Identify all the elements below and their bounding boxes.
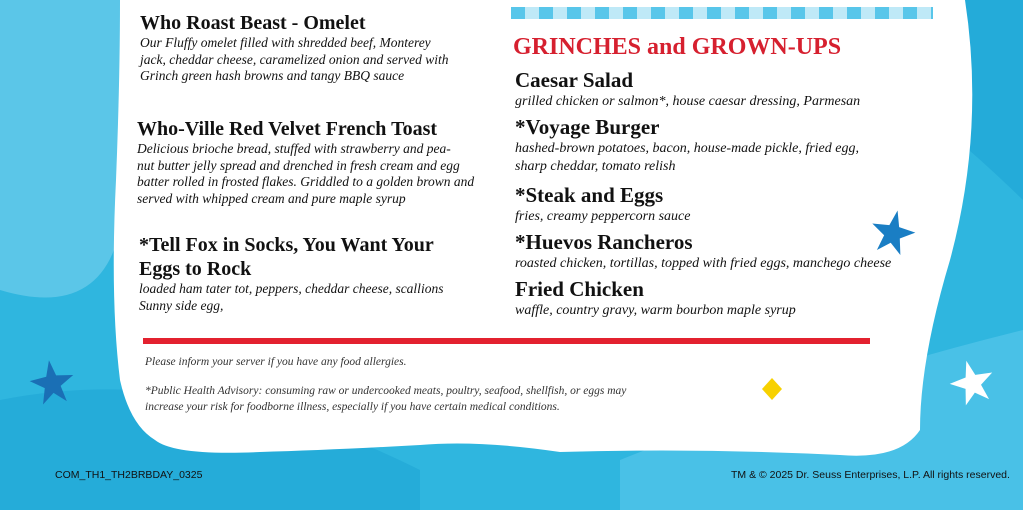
section-title: GRINCHES and GROWN-UPS [513,34,842,60]
item-desc-line: Grinch green hash browns and tangy BBQ sauce [140,68,405,83]
item-desc-line: fries, creamy peppercorn sauce [515,209,691,224]
item-desc-line: served with whipped cream and pure maple syrup [137,190,406,206]
item-desc-line: Our Fluffy omelet filled with shredded beef, Monterey [140,35,431,50]
item-desc-line: hashed-brown potatoes, bacon, house-made pickle, fried egg, [515,141,859,156]
menu-item-fried-chicken [515,277,935,320]
menu-item-red-velvet-french-toast [137,117,497,207]
menu-item-steak-and-eggs [515,183,935,226]
item-desc-line: jack, cheddar cheese, caramelized onion and served with [140,51,449,67]
menu-item-caesar-salad [515,68,935,111]
item-desc-line: Delicious brioche bread, stuffed with strawberry and pea- [137,141,451,156]
item-name: Who-Ville Red Velvet French Toast [137,118,438,140]
menu-item-huevos-rancheros [515,230,955,273]
item-desc-line: roasted chicken, tortillas, topped with fried eggs, manchego cheese [515,256,892,271]
item-name: *Steak and Eggs [515,183,664,207]
item-name-line: *Tell Fox in Socks, You Want Your [139,234,434,256]
menu-item-voyage-burger [515,115,935,176]
item-desc-line: grilled chicken or salmon*, house caesar dressing, Parmesan [515,94,861,109]
item-name: Who Roast Beast - Omelet [140,12,366,34]
menu-code: COM_TH1_TH2BRBDAY_0325 [55,469,203,481]
item-desc-line: nut butter jelly spread and drenched in fresh cream and egg [137,157,460,173]
item-name: *Voyage Burger [515,115,660,139]
item-desc-line: Sunny side egg, [139,297,224,313]
striped-banner [511,7,933,19]
divider-rule [143,338,870,344]
item-name-line: Eggs to Rock [139,258,252,280]
health-advisory-line: *Public Health Advisory: consuming raw or undercooked meats, poultry, seafood, shellfish, or eggs may [145,385,627,397]
item-desc-line: waffle, country gravy, warm bourbon maple syrup [515,303,796,318]
item-desc-line: batter rolled in frosted flakes. Griddled to a golden brown and [137,174,475,189]
menu-item-fox-in-socks-eggs [139,233,499,314]
item-name: *Huevos Rancheros [515,230,693,254]
item-desc-line: sharp cheddar, tomato relish [515,159,676,174]
copyright-notice: TM & © 2025 Dr. Seuss Enterprises, L.P. All rights reserved. [731,469,1010,481]
allergy-note: Please inform your server if you have any food allergies. [145,356,407,368]
health-advisory-line: increase your risk for foodborne illness, especially if you have certain medical conditions. [145,401,560,413]
item-name: Caesar Salad [515,68,634,92]
menu-item-roast-beast-omelet [140,11,500,85]
item-desc-line: loaded ham tater tot, peppers, cheddar cheese, scallions [139,281,444,296]
item-name: Fried Chicken [515,277,644,301]
